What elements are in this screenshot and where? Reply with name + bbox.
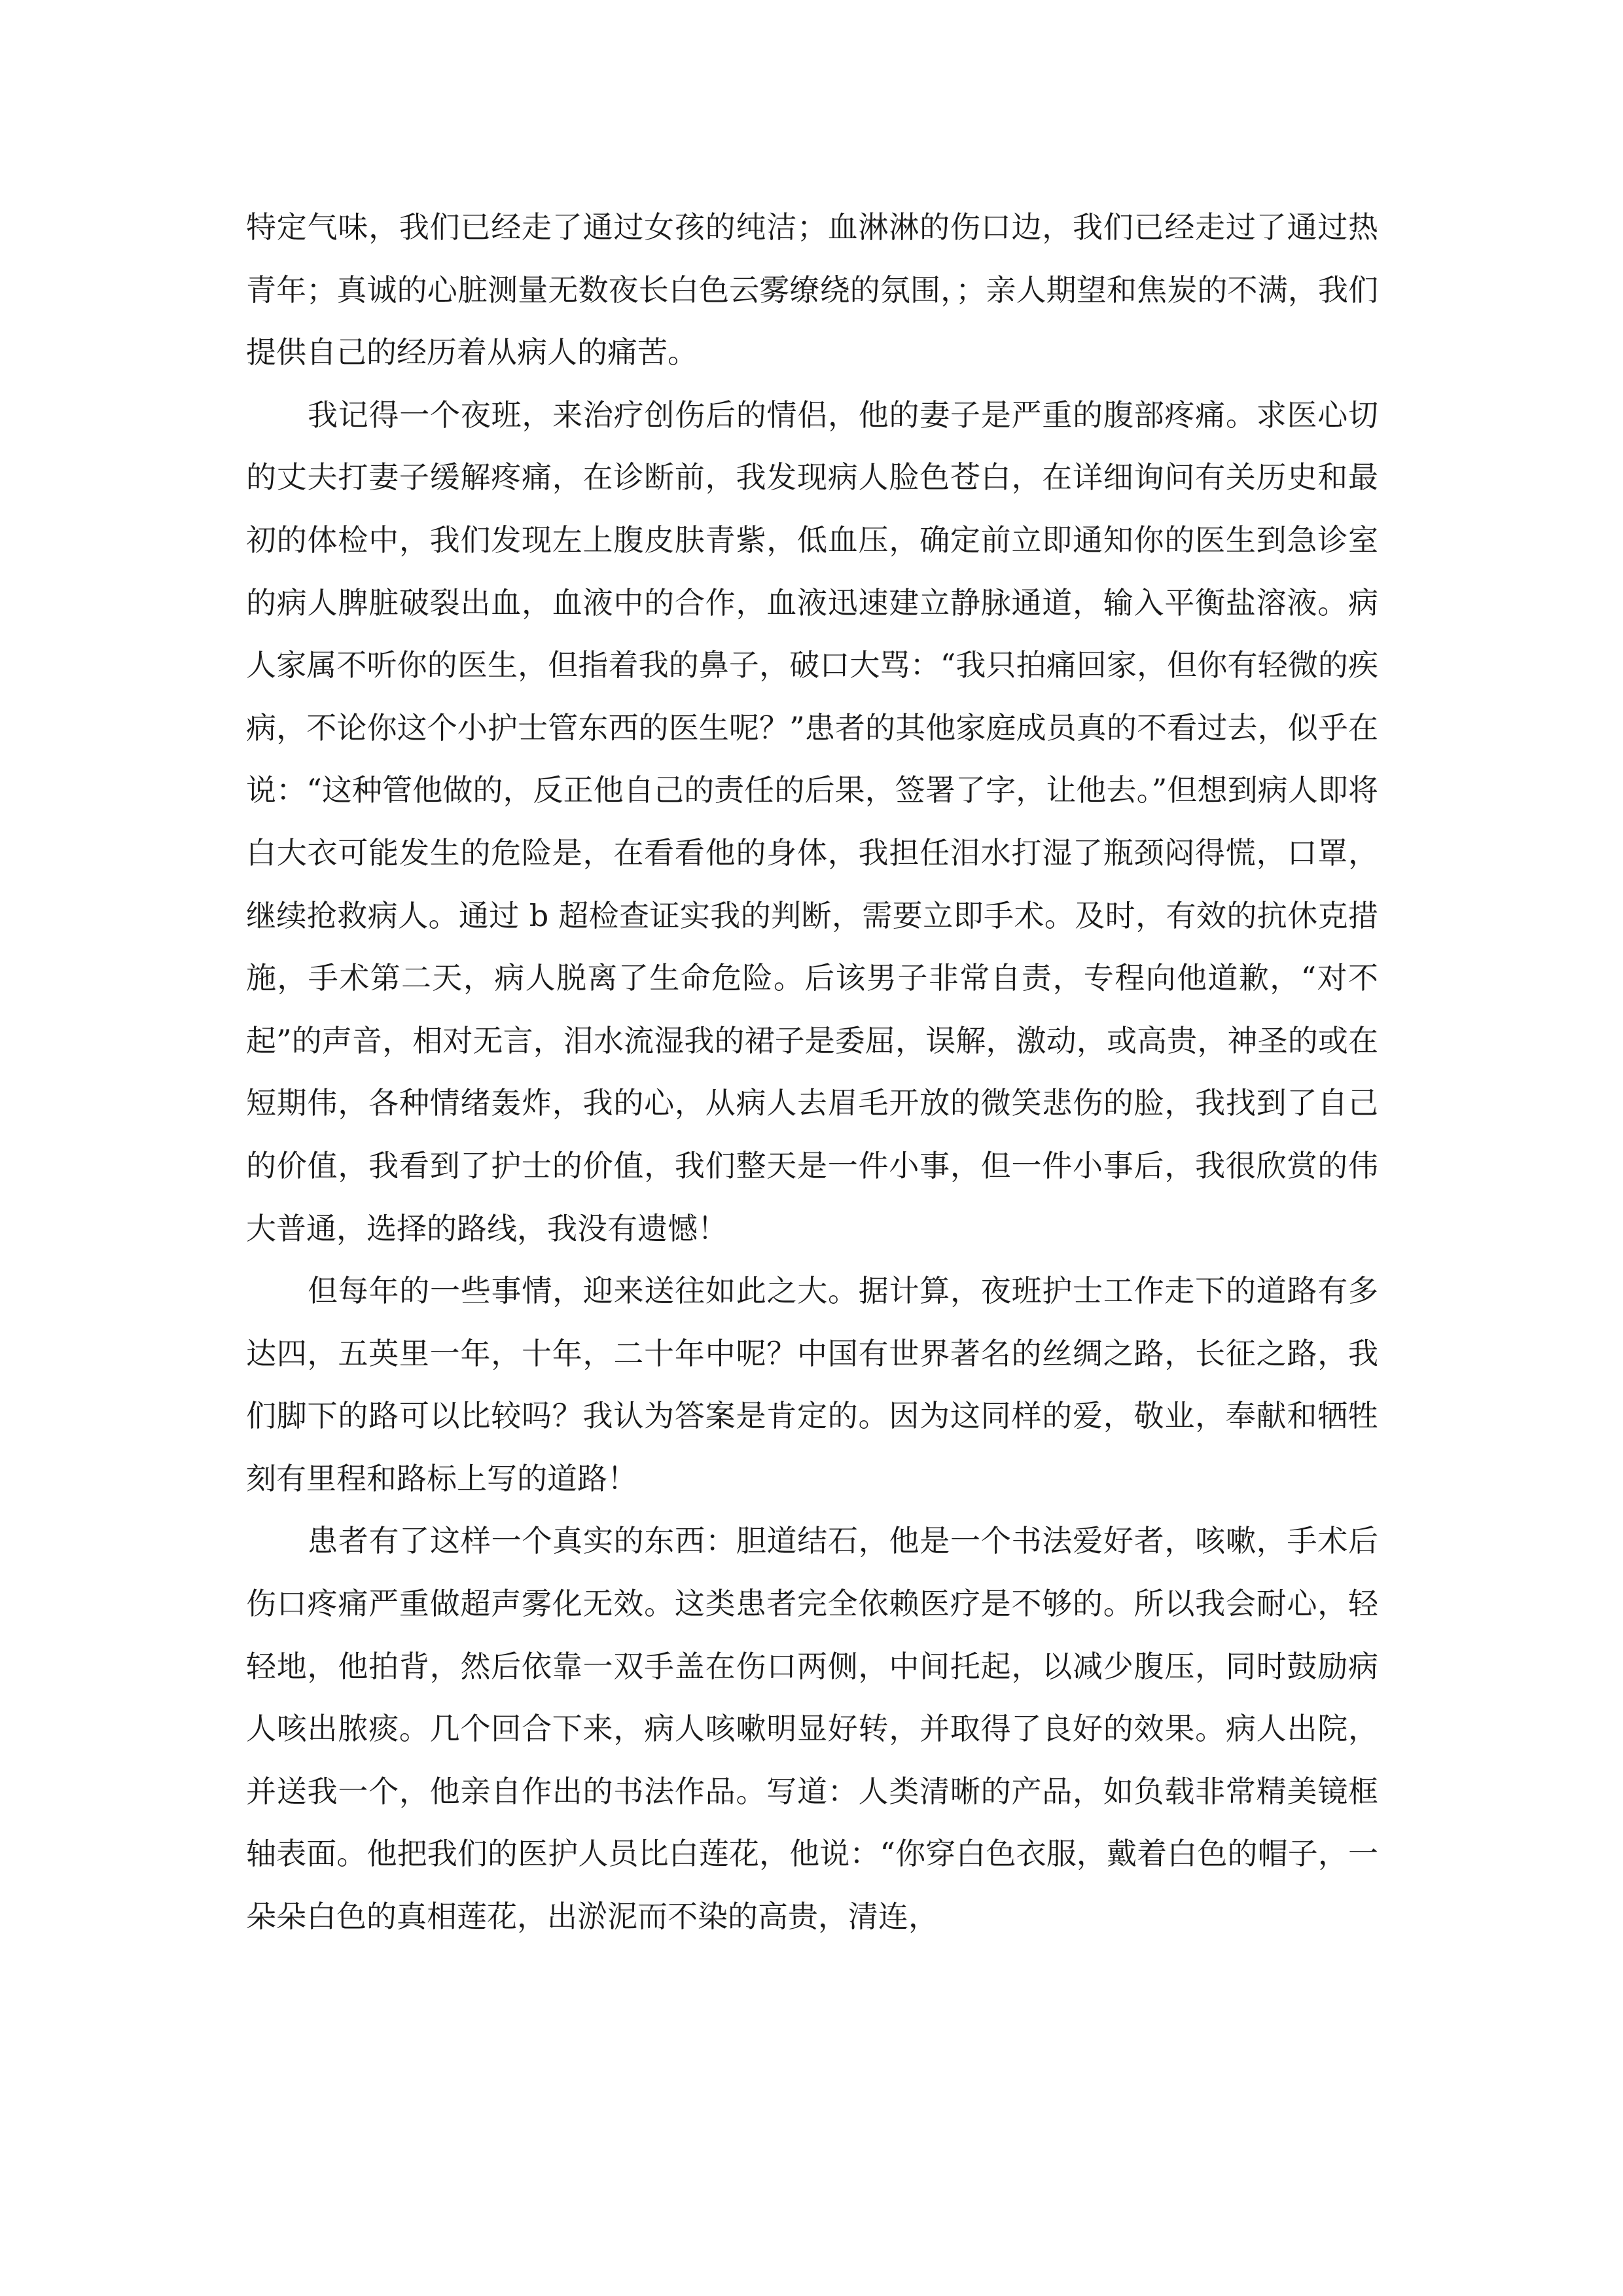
paragraph-continuation: 特定气味，我们已经走了通过女孩的纯洁；血淋淋的伤口边，我们已经走过了通过热青年；真诚的心脏测量无数夜长白色云雾缭绕的氛围，；亲人期望和焦炭的不满，我们提供自己的经历着从病人的痛苦。 xyxy=(246,209,1378,370)
body-text xyxy=(246,196,1378,1948)
paragraph-calligraphy: 患者有了这样一个真实的东西：胆道结石，他是一个书法爱好者，咳嗽，手术后伤口疼痛严重做超声雾化无效。这类患者完全依赖医疗是不够的。所以我会耐心，轻轻地，他拍背，然后依靠一双手盖在伤口两侧，中间托起，以减少腹压，同时鼓励病人咳出脓痰。几个回合下来，病人咳嗽明显好转，并取得了良好的效果。病人出院，并送我一个，他亲自作出的书法作品。写道：人类清晰的产品，如负载非常精美镜框轴表面。他把我们的医护人员比白莲花，他说：“你穿白色衣服，戴着白色的帽子，一朵朵白色的真相莲花，出淤泥而不染的高贵，清连， xyxy=(246,1523,1378,1935)
paragraph-night-shift: 我记得一个夜班，来治疗创伤后的情侣，他的妻子是严重的腹部疼痛。求医心切的丈夫打妻子缓解疼痛，在诊断前，我发现病人脸色苍白，在详细询问有关历史和最初的体检中，我们发现左上腹皮肤青紫，低血压，确定前立即通知你的医生到急诊室的病人脾脏破裂出血，血液中的合作，血液迅速建立静脉通道，输入平衡盐溶液。病人家属不听你的医生，但指着我的鼻子，破口大骂：“我只拍痛回家，但你有轻微的疾病，不论你这个小护士管东西的医生呢？”患者的其他家庭成员真的不看过去，似乎在说：“这种管他做的，反正他自己的责任的后果，签署了字，让他去。”但想到病人即将白大衣可能发生的危险是，在看看他的身体，我担任泪水打湿了瓶颈闷得慌，口罩，继续抢救病人。通过 b 超检查证实我的判断，需要立即手术。及时，有效的抗休克措施，手术第二天，病人脱离了生命危险。后该男子非常自责，专程向他道歉，“对不起”的声音，相对无言，泪水流湿我的裙子是委屈，误解，激动，或高贵，神圣的或在短期伟，各种情绪轰炸，我的心，从病人去眉毛开放的微笑悲伤的脸，我找到了自己的价值，我看到了护士的价值，我们整天是一件小事，但一件小事后，我很欣赏的伟大普通，选择的路线，我没有遗憾！ xyxy=(246,397,1378,1246)
paragraph-road: 但每年的一些事情，迎来送往如此之大。据计算，夜班护士工作走下的道路有多达四，五英里一年，十年，二十年中呢？中国有世界著名的丝绸之路，长征之路，我们脚下的路可以比较吗？我认为答案是肯定的。因为这同样的爱，敬业，奉献和牺牲刻有里程和路标上写的道路！ xyxy=(246,1273,1378,1496)
